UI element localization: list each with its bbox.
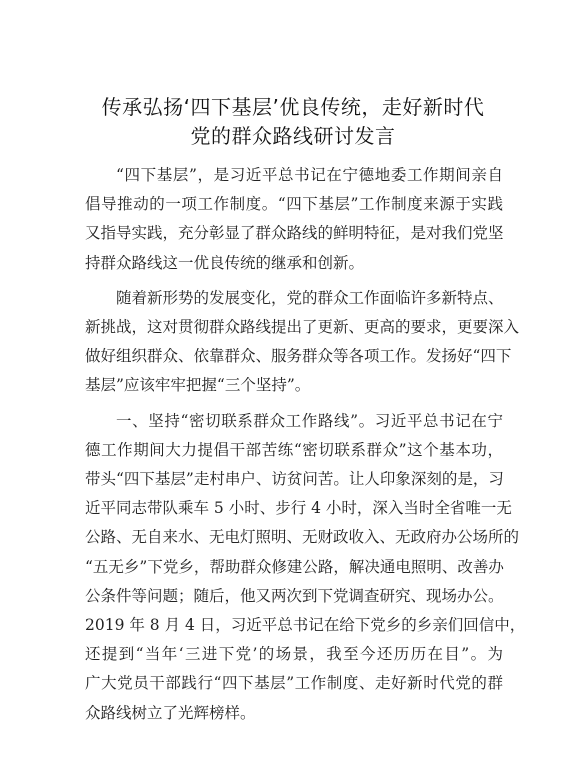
paragraph-line: 众路线树立了光辉榜样。: [85, 703, 256, 722]
paragraph-line: 公条件等问题；随后，他又两次到下党调查研究、现场办公。: [85, 586, 504, 605]
paragraph-line: 还提到“当年‘三进下党’的场景，我至今还历历在目”。为: [85, 645, 503, 664]
document-body: [85, 161, 526, 734]
paragraph-line: 2019 年 8 月 4 日，习近平总书记在给下党乡的乡亲们回信中，: [85, 616, 526, 635]
title-line-2: 党的群众路线研讨发言: [190, 124, 396, 148]
document-title: [70, 93, 516, 151]
paragraph-line: 近平同志带队乘车 5 小时、步行 4 小时，深入当时全省唯一无: [85, 499, 512, 518]
title-line-1: 传承弘扬‘四下基层’优良传统，走好新时代: [101, 95, 485, 119]
paragraph-line: 持群众路线这一优良传统的继承和创新。: [85, 253, 365, 272]
paragraph-line: 广大党员干部践行“四下基层”工作制度、走好新时代党的群: [85, 674, 503, 693]
paragraph-line: 一、坚持“密切联系群众工作路线”。习近平总书记在宁: [116, 411, 503, 430]
paragraph-line: “五无乡”下党乡，帮助群众修建公路，解决通电照明、改善办: [85, 557, 504, 576]
paragraph-1: [85, 161, 503, 278]
paragraph-line: 公路、无自来水、无电灯照明、无财政收入、无政府办公场所的: [85, 528, 520, 547]
paragraph-line: 基层”应该牢牢把握“三个坚持”。: [85, 376, 311, 395]
paragraph-line: 随着新形势的发展变化，党的群众工作面临许多新特点、: [116, 288, 504, 307]
paragraph-2: [85, 284, 520, 401]
paragraph-line: 做好组织群众、依靠群众、服务群众等各项工作。发扬好“四下: [85, 347, 512, 366]
paragraph-line: 又指导实践，充分彰显了群众路线的鲜明特征，是对我们党坚: [85, 224, 504, 243]
paragraph-line: 德工作期间大力提倡干部苦练“密切联系群众”这个基本功，: [85, 440, 503, 459]
paragraph-3: [85, 407, 526, 728]
paragraph-line: 倡导推动的一项工作制度。“四下基层”工作制度来源于实践: [85, 195, 503, 214]
paragraph-line: 新挑战，这对贯彻群众路线提出了更新、更高的要求，更要深入: [85, 318, 520, 337]
paragraph-line: 带头“四下基层”走村串户、访贫问苦。让人印象深刻的是，习: [85, 470, 504, 489]
paragraph-line: “四下基层”，是习近平总书记在宁德地委工作期间亲自: [116, 166, 503, 184]
